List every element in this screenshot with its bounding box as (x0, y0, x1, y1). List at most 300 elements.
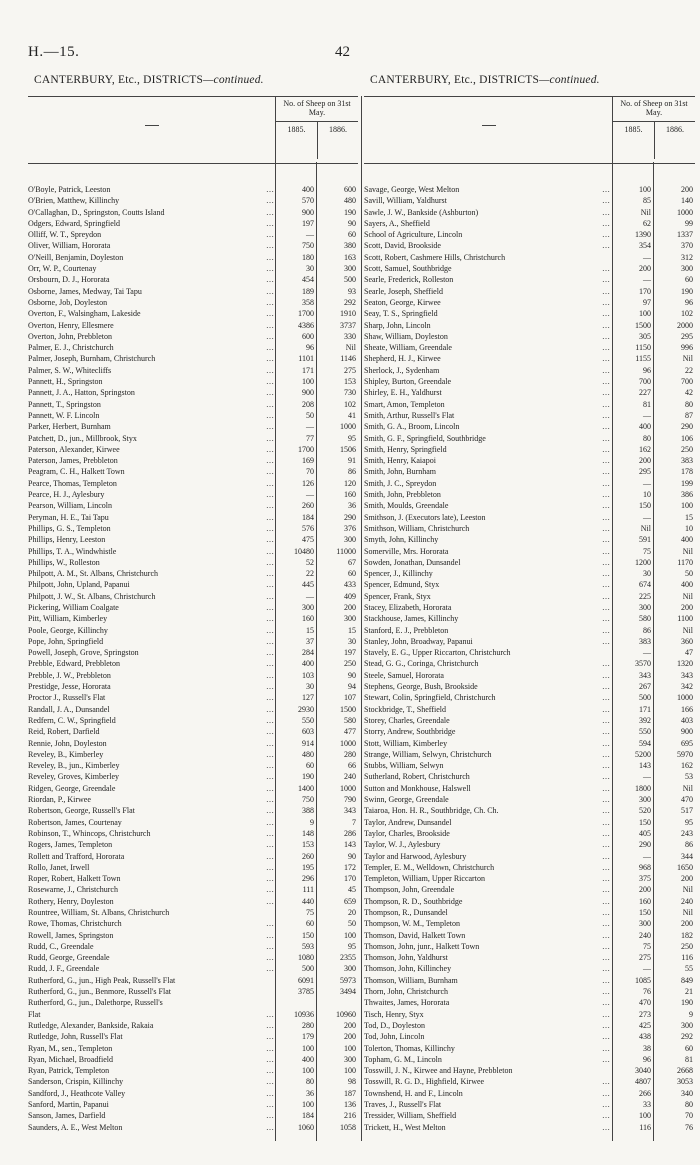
sheep-1886: 1146 (340, 354, 356, 364)
sheep-1886: 5970 (677, 749, 693, 759)
sheep-1885: 914 (302, 738, 314, 748)
owner-name: Templeton, William, Upper Riccarton (364, 874, 485, 884)
sheep-1885: 184 (302, 1111, 314, 1121)
owner-name: Pannett, W. F. Lincoln (28, 410, 100, 420)
sheep-1885: 200 (639, 885, 651, 895)
sheep-1886: 286 (344, 828, 356, 838)
leader-dots: … (602, 422, 610, 432)
table-row (28, 715, 358, 726)
owner-name: Randall, J. A., Dunsandel (28, 704, 110, 714)
owner-name: Thomson, William, Burnham (364, 975, 458, 985)
sheep-1886: 250 (344, 659, 356, 669)
leader-dots: … (602, 343, 610, 353)
owner-name: Sheate, William, Greendale (364, 343, 452, 353)
table-row (364, 512, 695, 523)
sheep-1886: 2000 (677, 320, 693, 330)
sheep-1886: 1000 (340, 738, 356, 748)
owner-name: Phillips, W., Rolleston (28, 557, 100, 567)
sheep-1885: 290 (639, 840, 651, 850)
table-row (364, 817, 695, 828)
leader-dots: … (266, 625, 274, 635)
leader-dots: … (602, 535, 610, 545)
sheep-1886: 480 (344, 196, 356, 206)
sheep-1886: 290 (344, 512, 356, 522)
owner-name: Thwaites, James, Hororata (364, 998, 450, 1008)
sheep-1886: 376 (344, 523, 356, 533)
sheep-1885: 97 (643, 297, 651, 307)
sheep-1885: 260 (302, 851, 314, 861)
leader-dots: … (602, 309, 610, 319)
table-row (28, 602, 358, 613)
sheep-1885: 354 (639, 241, 651, 251)
sheep-1885: 603 (302, 727, 314, 737)
table-row (28, 805, 358, 816)
owner-name: Oliver, William, Hororata (28, 241, 111, 251)
table-row (364, 1054, 695, 1065)
leader-dots: … (266, 569, 274, 579)
sheep-1886: 60 (685, 1043, 693, 1053)
sheep-1885: 1101 (298, 354, 314, 364)
sheep-1885: 162 (639, 444, 651, 454)
owner-name: Orr, W. P., Courtenay (28, 264, 97, 274)
table-row (28, 297, 358, 308)
sheep-1886: 250 (681, 444, 693, 454)
left-table (28, 96, 358, 1141)
leader-dots: … (266, 636, 274, 646)
sheep-1885: 1080 (298, 953, 314, 963)
table-row (364, 941, 695, 952)
owner-name: Thompson, John, Greendale (364, 885, 455, 895)
leader-dots: … (266, 1020, 274, 1030)
leader-dots: … (602, 490, 610, 500)
leader-dots: … (266, 953, 274, 963)
leader-dots: … (266, 1066, 274, 1076)
sheep-1886: 5973 (340, 975, 356, 985)
sheep-1886: 93 (348, 286, 356, 296)
leader-dots: … (266, 930, 274, 940)
table-row (28, 896, 358, 907)
owner-name: Rudd, J. F., Greendale (28, 964, 100, 974)
table-row (28, 455, 358, 466)
table-row (28, 1043, 358, 1054)
leader-dots: … (266, 1054, 274, 1064)
sheep-1886: 409 (344, 591, 356, 601)
sheep-1886: 380 (344, 241, 356, 251)
sheep-1886: 1000 (677, 207, 693, 217)
owner-name: Pearson, William, Lincoln (28, 501, 112, 511)
owner-name: Taylor, Andrew, Dunsandel (364, 817, 452, 827)
left-year-1886: 1886. (317, 121, 358, 159)
owner-name: Smith, Henry, Springfield (364, 444, 447, 454)
sheep-1886: 99 (685, 218, 693, 228)
sheep-1885: 4807 (635, 1077, 651, 1087)
owner-name: Shaw, William, Doyleston (364, 331, 448, 341)
sheep-1885: 593 (302, 941, 314, 951)
leader-dots: … (602, 331, 610, 341)
leader-dots: … (602, 1122, 610, 1132)
table-row (364, 308, 695, 319)
table-row (28, 218, 358, 229)
owner-name: Reveley, B., Kimberley (28, 749, 104, 759)
table-row (364, 997, 695, 1008)
leader-dots: … (602, 557, 610, 567)
leader-dots: … (266, 490, 274, 500)
sheep-1885: 179 (302, 1032, 314, 1042)
sheep-1886: 66 (348, 761, 356, 771)
sheep-1885: 1060 (298, 1122, 314, 1132)
sheep-1886: 1337 (677, 230, 693, 240)
table-row (364, 1065, 695, 1076)
sheep-1886: 136 (344, 1100, 356, 1110)
table-row (364, 851, 695, 862)
leader-dots: … (602, 727, 610, 737)
leader-dots: … (602, 636, 610, 646)
leader-dots: … (602, 1009, 610, 1019)
leader-dots: … (266, 523, 274, 533)
sheep-1885: 1700 (298, 309, 314, 319)
leader-dots: … (602, 433, 610, 443)
leader-dots: … (266, 546, 274, 556)
sheep-1885: 36 (306, 1088, 314, 1098)
owner-name: Overton, Henry, Ellesmere (28, 320, 114, 330)
sheep-1885: — (643, 252, 651, 262)
leader-dots: … (266, 478, 274, 488)
sheep-1886: 500 (344, 275, 356, 285)
sheep-1885: 260 (302, 501, 314, 511)
leader-dots: … (266, 354, 274, 364)
leader-dots: … (602, 275, 610, 285)
table-row (364, 274, 695, 285)
right-group-header: No. of Sheep on 31st May. (620, 99, 688, 117)
sheep-1885: 445 (302, 580, 314, 590)
sheep-1885: 30 (306, 264, 314, 274)
owner-name: Smith, G. A., Broom, Lincoln (364, 422, 460, 432)
sheep-1885: 80 (643, 433, 651, 443)
leader-dots: … (266, 840, 274, 850)
owner-name: Smith, John, Prebbleton (364, 490, 441, 500)
table-row (364, 771, 695, 782)
owner-name: Stewart, Colin, Springfield, Christchurch (364, 693, 496, 703)
left-year-1885: 1885. (287, 125, 306, 134)
sheep-1886: 187 (344, 1088, 356, 1098)
sheep-1886: 200 (681, 185, 693, 194)
owner-name: Philpott, John, Upland, Papanui (28, 580, 130, 590)
owner-name: Savage, George, West Melton (364, 185, 460, 194)
table-row (28, 466, 358, 477)
sheep-1885: — (306, 591, 314, 601)
leader-dots: … (602, 772, 610, 782)
sheep-1885: 100 (639, 185, 651, 194)
owner-name: Thorn, John, Christchurch (364, 987, 448, 997)
owner-name: Sharp, John, Lincoln (364, 320, 431, 330)
sheep-1886: 300 (344, 614, 356, 624)
table-row (364, 930, 695, 941)
sheep-1885: 1400 (298, 783, 314, 793)
sheep-1885: 3570 (635, 659, 651, 669)
sheep-1886: 200 (681, 919, 693, 929)
owner-name: Steele, Samuel, Hororata (364, 670, 444, 680)
owner-name: Shirley, E. H., Yaldhurst (364, 388, 442, 398)
left-name-header (28, 97, 276, 163)
table-row (364, 1110, 695, 1121)
leader-dots: … (266, 241, 274, 251)
sheep-1885: 1500 (635, 320, 651, 330)
left-rows (28, 184, 358, 1133)
leader-dots: … (266, 399, 274, 409)
table-row (364, 783, 695, 794)
leader-dots: … (266, 1111, 274, 1121)
leader-dots: … (602, 964, 610, 974)
sheep-1885: 169 (302, 456, 314, 466)
sheep-1886: 243 (681, 828, 693, 838)
sheep-1885: 75 (643, 941, 651, 951)
sheep-1886: 70 (685, 1111, 693, 1121)
sheep-1885: 150 (639, 908, 651, 917)
sheep-1885: 208 (302, 399, 314, 409)
table-row (364, 681, 695, 692)
sheep-1885: — (643, 851, 651, 861)
leader-dots: … (266, 230, 274, 240)
leader-dots: … (266, 727, 274, 737)
table-row (364, 229, 695, 240)
leader-dots: … (602, 377, 610, 387)
table-row (364, 444, 695, 455)
table-row (28, 817, 358, 828)
leader-dots: … (602, 196, 610, 206)
leader-dots: … (602, 1054, 610, 1064)
table-row (28, 1065, 358, 1076)
sheep-1886: 80 (685, 1100, 693, 1110)
leader-dots: … (602, 862, 610, 872)
table-row (364, 1088, 695, 1099)
table-row (364, 625, 695, 636)
table-row (28, 207, 358, 218)
sheep-1886: 116 (681, 953, 693, 963)
sheep-1886: 160 (344, 490, 356, 500)
sheep-1886: 90 (348, 670, 356, 680)
sheep-1885: 126 (302, 478, 314, 488)
sheep-1885: 10936 (294, 1009, 314, 1019)
owner-name: Philpott, J. W., St. Albans, Christchurch (28, 591, 156, 601)
leader-dots: … (266, 659, 274, 669)
sheep-1885: 500 (639, 693, 651, 703)
leader-dots: … (602, 1111, 610, 1121)
sheep-1885: 200 (639, 456, 651, 466)
sheep-1885: 240 (639, 930, 651, 940)
sheep-1886: 1910 (340, 309, 356, 319)
table-row (28, 930, 358, 941)
sheep-1885: 103 (302, 670, 314, 680)
sheep-1885: 30 (306, 682, 314, 692)
leader-dots: … (266, 557, 274, 567)
table-row (364, 670, 695, 681)
sheep-1886: 400 (681, 535, 693, 545)
sheep-1885: 153 (302, 840, 314, 850)
owner-name: Stanford, E. J., Prebbleton (364, 625, 449, 635)
table-row (28, 387, 358, 398)
leader-dots: … (266, 749, 274, 759)
table-row (28, 794, 358, 805)
sheep-1885: — (643, 964, 651, 974)
owner-name: Savill, William, Yaldhurst (364, 196, 447, 206)
owner-name: Thomson, John, junr., Halkett Town (364, 941, 480, 951)
sheep-1886: 140 (681, 196, 693, 206)
owner-name: Tod, D., Doyleston (364, 1020, 425, 1030)
owner-name: Pickering, William Coalgate (28, 602, 119, 612)
sheep-1885: 6091 (298, 975, 314, 985)
leader-dots: … (266, 207, 274, 217)
table-row (364, 828, 695, 839)
sheep-1885: 1155 (635, 354, 651, 364)
sheep-1885: 85 (643, 196, 651, 206)
sheep-1886: 300 (344, 535, 356, 545)
left-sheep-header (275, 97, 358, 163)
sheep-1885: 195 (302, 862, 314, 872)
sheep-1886: 470 (681, 795, 693, 805)
sheep-1886: 10960 (336, 1009, 356, 1019)
owner-name: Smith, J. C., Spreydon (364, 478, 437, 488)
leader-dots: … (602, 230, 610, 240)
sheep-1885: 150 (639, 817, 651, 827)
owner-name: Tolerton, Thomas, Killinchy (364, 1043, 455, 1053)
sheep-1885: 150 (302, 930, 314, 940)
owner-name: Spencer, Edmund, Styx (364, 580, 440, 590)
sheep-1886: 700 (681, 377, 693, 387)
leader-dots: … (266, 196, 274, 206)
sheep-1885: 160 (302, 614, 314, 624)
leader-dots: … (266, 433, 274, 443)
sheep-1885: 10480 (294, 546, 314, 556)
leader-dots: … (266, 783, 274, 793)
table-row (28, 873, 358, 884)
table-row (28, 478, 358, 489)
sheep-1886: 153 (344, 377, 356, 387)
owner-name: Stead, G. G., Coringa, Christchurch (364, 659, 479, 669)
sheep-1886: 170 (344, 874, 356, 884)
owner-name: Sherlock, J., Sydenham (364, 365, 440, 375)
owner-name: Pannett, J. A., Hatton, Springston (28, 388, 135, 398)
sheep-1885: 70 (306, 467, 314, 477)
sheep-1886: 100 (681, 501, 693, 511)
leader-dots: … (602, 715, 610, 725)
leader-dots: … (602, 885, 610, 895)
sheep-1885: 100 (302, 1066, 314, 1076)
table-row (28, 421, 358, 432)
owner-name: Somerville, Mrs. Hororata (364, 546, 449, 556)
sheep-1886: 1000 (340, 422, 356, 432)
leader-dots: … (602, 851, 610, 861)
sheep-1885: — (643, 275, 651, 285)
owner-name: Stacey, Elizabeth, Hororata (364, 602, 452, 612)
table-row (28, 918, 358, 929)
owner-name: Pitt, William, Kimberley (28, 614, 108, 624)
sheep-1886: 15 (685, 512, 693, 522)
owner-name: Osborne, Job, Doyleston (28, 297, 108, 307)
sheep-1885: 77 (306, 433, 314, 443)
sheep-1885: Nil (640, 523, 651, 533)
owner-name: O'Boyle, Patrick, Leeston (28, 185, 111, 194)
owner-name: Townshend, H. and F., Lincoln (364, 1088, 463, 1098)
owner-name: Templer, E. M., Welldown, Christchurch (364, 862, 495, 872)
sheep-1886: 3053 (677, 1077, 693, 1087)
table-row (28, 783, 358, 794)
sheep-1885: 400 (302, 185, 314, 194)
sheep-1885: 900 (302, 388, 314, 398)
owner-name: Thompson, R., Dunsandel (364, 908, 448, 917)
leader-dots: … (266, 252, 274, 262)
sheep-1885: 296 (302, 874, 314, 884)
sheep-1885: 520 (639, 806, 651, 816)
sheep-1886: 600 (344, 185, 356, 194)
owner-name: Prebble, J. W., Prebbleton (28, 670, 111, 680)
leader-dots: … (266, 795, 274, 805)
leader-dots: … (602, 1032, 610, 1042)
table-row (28, 523, 358, 534)
owner-name: Paterson, Alexander, Kirwee (28, 444, 120, 454)
owner-name: Strange, William, Selwyn, Christchurch (364, 749, 492, 759)
table-row (28, 365, 358, 376)
owner-name: Tosswill, R. G. D., Highfield, Kirwee (364, 1077, 485, 1087)
owner-name: Seaton, George, Kirwee (364, 297, 441, 307)
sheep-1885: 190 (302, 772, 314, 782)
owner-name: Proctor J., Russell's Flat (28, 693, 106, 703)
owner-name: Peryman, H. E., Tai Tapu (28, 512, 109, 522)
sheep-1886: 100 (344, 930, 356, 940)
leader-dots: … (266, 1032, 274, 1042)
sheep-1885: 81 (643, 399, 651, 409)
owner-name: Riordan, P., Kirwee (28, 795, 91, 805)
leader-dots: … (266, 1077, 274, 1087)
leader-dots: … (266, 670, 274, 680)
owner-name: Peagram, C. H., Halkett Town (28, 467, 125, 477)
sheep-1885: 295 (639, 467, 651, 477)
sheep-1886: 81 (685, 1054, 693, 1064)
sheep-1886: 95 (348, 433, 356, 443)
leader-dots: … (602, 1043, 610, 1053)
sheep-1886: 360 (681, 636, 693, 646)
sheep-1886: Nil (682, 546, 693, 556)
sheep-1886: 172 (344, 862, 356, 872)
owner-name: Prebble, Edward, Prebbleton (28, 659, 120, 669)
owner-name: Sandford, J., Heathcote Valley (28, 1088, 126, 1098)
sheep-1886: 200 (344, 1032, 356, 1042)
sheep-1885: 184 (302, 512, 314, 522)
leader-dots: … (266, 693, 274, 703)
sheep-1885: 3040 (635, 1066, 651, 1076)
right-table-header (364, 96, 695, 164)
owner-name: Searle, Joseph, Sheffield (364, 286, 443, 296)
sheep-1886: 94 (348, 682, 356, 692)
owner-name: Rudd, George, Greendale (28, 953, 110, 963)
sheep-1886: 659 (344, 896, 356, 906)
table-row (28, 286, 358, 297)
sheep-1885: 100 (639, 309, 651, 319)
sheep-1886: 340 (681, 1088, 693, 1098)
owner-name: Reveley, B., jun., Kimberley (28, 761, 120, 771)
leader-dots: … (602, 874, 610, 884)
sheep-1885: 1200 (635, 557, 651, 567)
table-row (364, 207, 695, 218)
document-reference: H.—15. (28, 44, 80, 60)
table-row (28, 726, 358, 737)
sheep-1885: 280 (302, 1020, 314, 1030)
sheep-1886: 86 (348, 467, 356, 477)
sheep-1885: 750 (302, 795, 314, 805)
sheep-1885: 475 (302, 535, 314, 545)
leader-dots: … (266, 817, 274, 827)
sheep-1886: 403 (681, 715, 693, 725)
owner-name: Osborne, James, Medway, Tai Tapu (28, 286, 142, 296)
